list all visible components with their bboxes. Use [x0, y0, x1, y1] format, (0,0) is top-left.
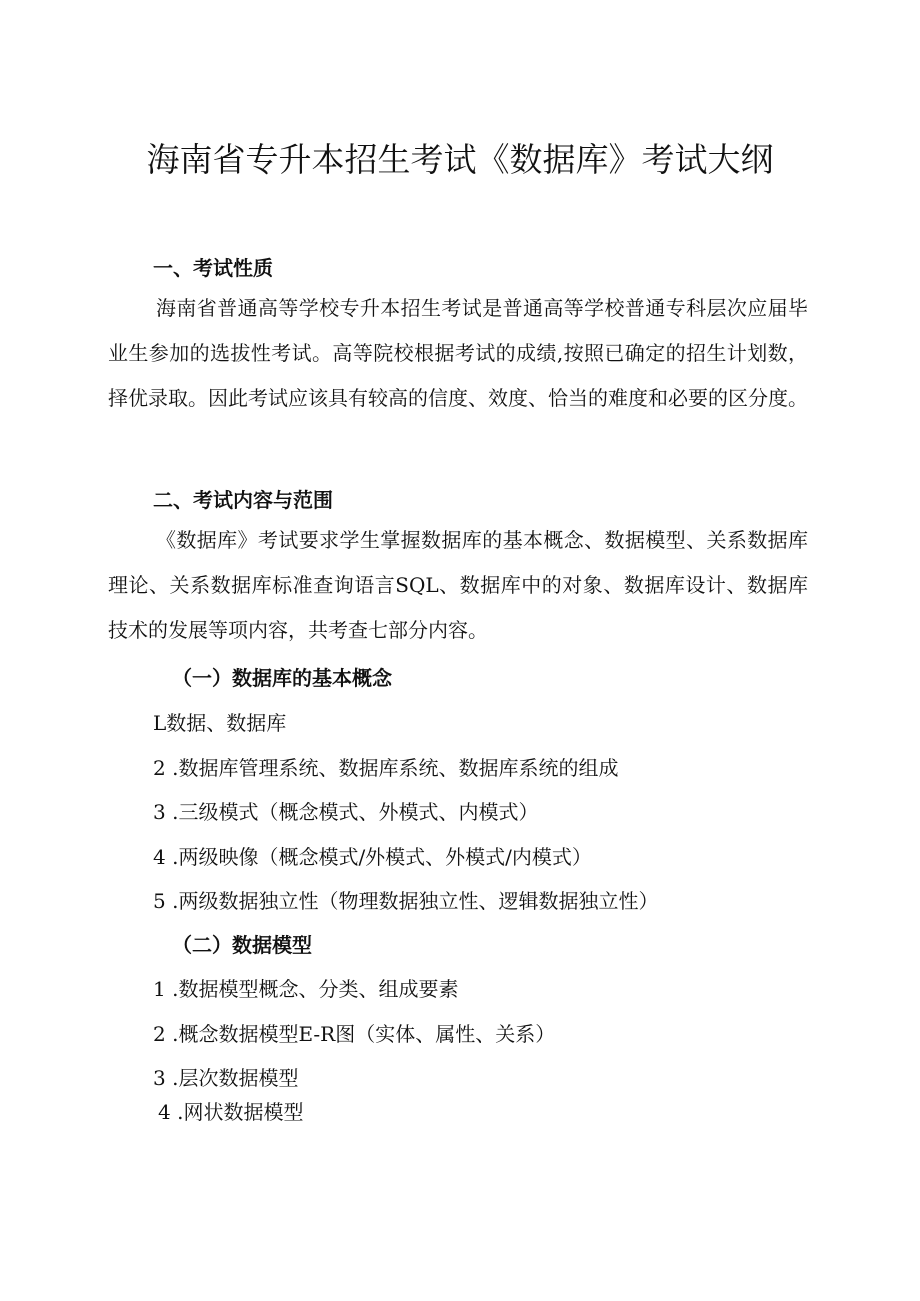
list-item: 5 .两级数据独立性（物理数据独立性、逻辑数据独立性） — [153, 889, 659, 913]
page-title: 海南省专升本招生考试《数据库》考试大纲 — [146, 140, 774, 179]
paragraph-nature: 海南省普通高等学校专升本招生考试是普通高等学校普通专科层次应届毕业生参加的选拔性考试。高等院校根据考试的成绩,按照已确定的招生计划数，择优录取。因此考试应该具有较高的信度、效度、恰当的难度和必要的区分度。 — [108, 296, 808, 410]
list-item: 3 .三级模式（概念模式、外模式、内模式） — [153, 800, 539, 824]
subsection-heading-data-model: （二）数据模型 — [172, 933, 312, 957]
section-heading-nature: 一、考试性质 — [153, 256, 273, 280]
subsection-heading-basic-concepts: （一）数据库的基本概念 — [172, 666, 392, 690]
paragraph-content: 《数据库》考试要求学生掌握数据库的基本概念、数据模型、关系数据库理论、关系数据库标准查询语言SQL、数据库中的对象、数据库设计、数据库技术的发展等项内容，共考查七部分内容。 — [108, 528, 808, 642]
list-item: L数据、数据库 — [153, 711, 287, 735]
list-item: 2 .数据库管理系统、数据库系统、数据库系统的组成 — [153, 756, 619, 780]
list-item: 1 .数据模型概念、分类、组成要素 — [153, 977, 459, 1001]
list-item: 3 .层次数据模型 — [153, 1066, 299, 1090]
section-heading-content: 二、考试内容与范围 — [153, 488, 333, 512]
list-item: 2 .概念数据模型E-R图（实体、属性、关系） — [153, 1022, 556, 1046]
list-item: 4 .两级映像（概念模式/外模式、外模式/内模式） — [153, 845, 592, 869]
list-item: 4 .网状数据模型 — [158, 1100, 304, 1124]
